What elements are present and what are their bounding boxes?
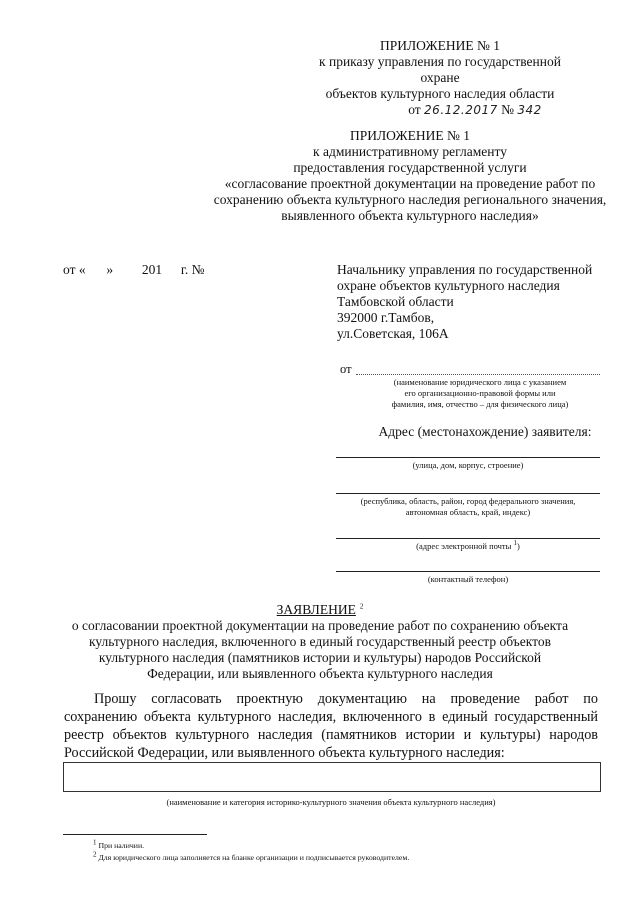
appendix-regulation-line: к административному регламенту	[313, 144, 507, 159]
region-field-line[interactable]	[336, 493, 600, 494]
applicant-name-hint	[350, 377, 610, 410]
outgoing-year: 201	[141, 262, 163, 277]
hint-line: его организационно-правовой формы или	[404, 388, 556, 398]
footnote-1-mark: 1	[93, 838, 97, 847]
request-line: Российской Федерации, или выявленного объекта культурного наследия:	[64, 745, 505, 761]
email-field-line[interactable]	[336, 538, 600, 539]
statement-subtitle-line: Федерации, или выявленного объекта культурного наследия	[147, 666, 493, 681]
footnote-separator	[63, 834, 207, 835]
addressee-line: Начальнику управления по государственной	[337, 262, 593, 277]
statement-subtitle-line: культурного наследия (памятников истории и культуры) народов Российской	[98, 650, 542, 665]
appendix-order-title: ПРИЛОЖЕНИЕ № 1	[379, 38, 501, 53]
outgoing-date-number	[63, 262, 223, 278]
request-line: реестр объектов культурного наследия (памятников истории и культуры) народов	[64, 727, 598, 743]
email-hint-close: )	[517, 541, 520, 551]
addressee-line: ул.Советская, 106А	[337, 326, 449, 341]
footnote-2-mark: 2	[93, 850, 97, 859]
phone-hint: (контактный телефон)	[427, 574, 509, 584]
addressee-line: 392000 г.Тамбов,	[337, 310, 435, 325]
appendix-order-block	[300, 38, 580, 118]
addressee-block	[337, 262, 627, 342]
email-footnote-mark: 1	[513, 539, 517, 548]
outgoing-number-label: г. №	[180, 262, 205, 277]
footnote-2-text: Для юридического лица заполняется на бланке организации и подписывается руководителем.	[98, 853, 410, 862]
appendix-regulation-line: сохранению объекта культурного наследия регионального значения,	[213, 192, 607, 207]
object-name-hint: (наименование и категория историко-культурного значения объекта культурного наследия)	[166, 797, 496, 807]
footnote-1-text: При наличии.	[98, 841, 145, 850]
appendix-order-line: к приказу управления по государственной охране	[319, 54, 561, 85]
statement-subtitle-line: культурного наследия, включенного в единый государственный реестр объектов	[89, 634, 551, 649]
date-prefix: от	[408, 102, 421, 117]
appendix-regulation-block	[200, 128, 620, 224]
street-field-line[interactable]	[336, 457, 600, 458]
number-prefix: №	[501, 102, 515, 117]
outgoing-from-label: от «	[63, 262, 86, 277]
hint-line: автономная область, край, индекс)	[405, 507, 531, 517]
email-hint-text: (адрес электронной почты	[416, 541, 512, 551]
appendix-order-line: объектов культурного наследия области	[325, 86, 555, 101]
object-name-input[interactable]	[63, 762, 601, 792]
addressee-line: Тамбовской области	[337, 294, 454, 309]
hint-line: (республика, область, район, город федерального значения,	[360, 496, 576, 506]
statement-title-line	[40, 602, 600, 618]
outgoing-quote-close: »	[106, 262, 114, 277]
statement-heading	[40, 602, 600, 682]
address-heading: Адрес (местонахождение) заявителя:	[378, 424, 592, 439]
footnote-2	[93, 850, 410, 863]
statement-subtitle-line: о согласовании проектной документации на проведение работ по сохранению объекта	[71, 618, 569, 633]
request-paragraph	[64, 690, 598, 762]
appendix-order-date-line	[300, 102, 580, 118]
email-hint	[336, 541, 600, 552]
appendix-regulation-line: выявленного объекта культурного наследия»	[281, 208, 539, 223]
handwritten-number: 342	[517, 103, 542, 117]
hint-line: фамилия, имя, отчество – для физического лица)	[391, 399, 569, 409]
addressee-line: охране объектов культурного наследия	[337, 278, 560, 293]
appendix-regulation-line: «согласование проектной документации на проведение работ по	[224, 176, 596, 191]
street-hint: (улица, дом, корпус, строение)	[412, 460, 524, 470]
region-hint	[330, 496, 606, 518]
handwritten-date: 26.12.2017	[424, 103, 498, 117]
applicant-from-label: от	[340, 362, 352, 376]
appendix-regulation-line: предоставления государственной услуги	[293, 160, 527, 175]
hint-line: (наименование юридического лица с указанием	[393, 377, 567, 387]
request-line: сохранению объекта культурного наследия, включенного в единый государственный	[64, 709, 598, 725]
statement-title: ЗАЯВЛЕНИЕ	[276, 602, 356, 617]
applicant-name-line[interactable]	[356, 374, 600, 375]
phone-field-line[interactable]	[336, 571, 600, 572]
appendix-regulation-title: ПРИЛОЖЕНИЕ № 1	[349, 128, 471, 143]
footnote-1	[93, 838, 145, 851]
request-line: Прошу согласовать проектную документацию на проведение работ по	[94, 691, 598, 707]
statement-footnote-mark: 2	[359, 602, 364, 611]
